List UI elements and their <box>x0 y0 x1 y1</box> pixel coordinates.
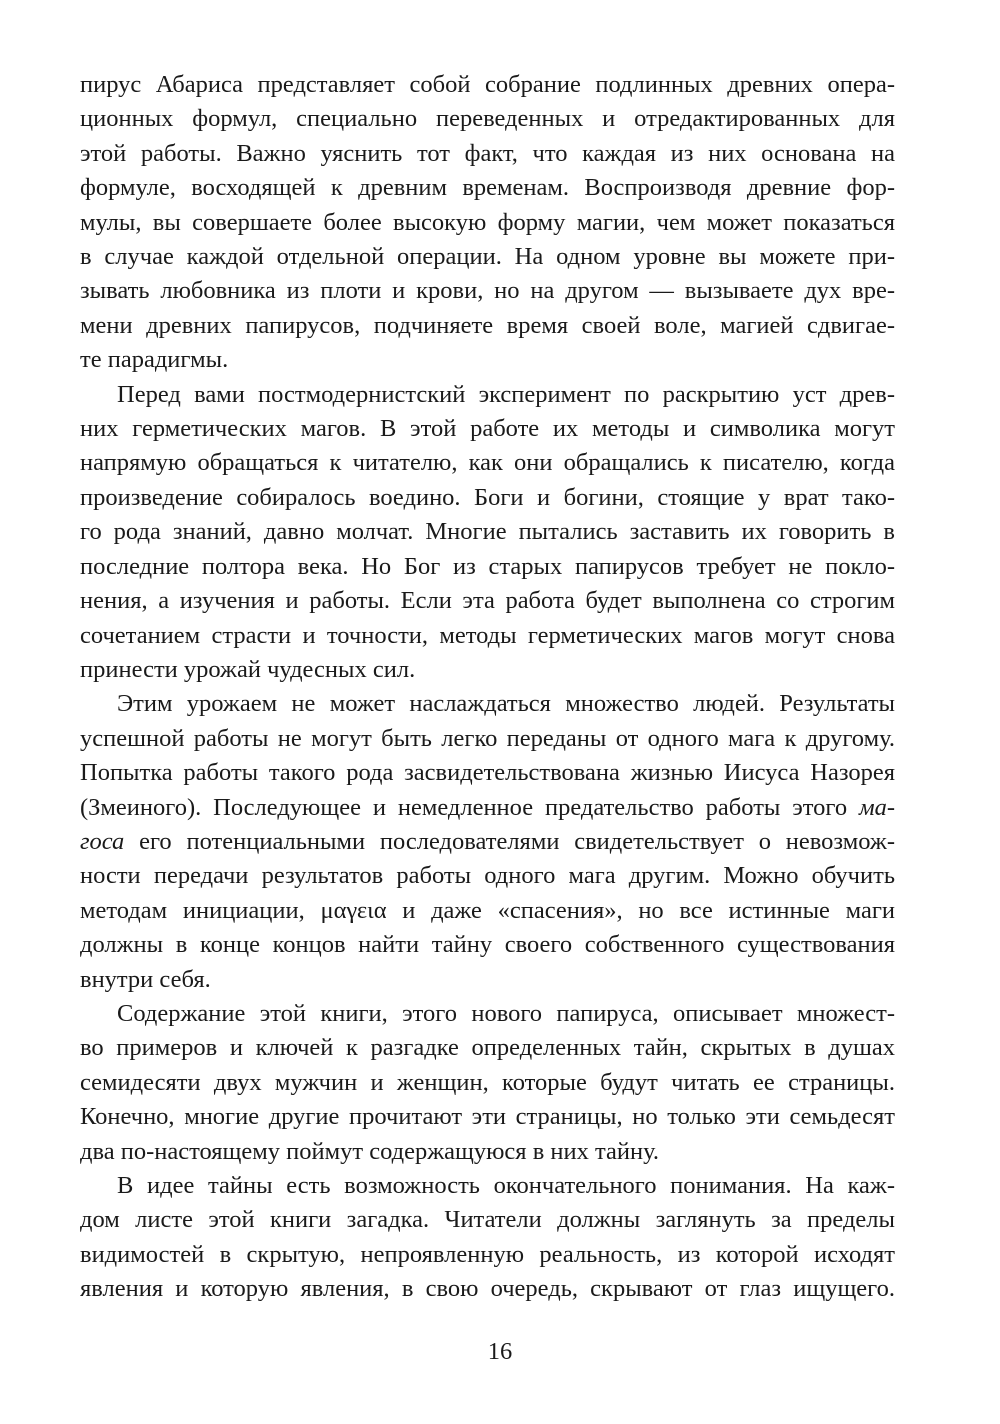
paragraph-2 <box>80 378 895 688</box>
text-line: Попытка работы такого рода засвидетельствована жизнью Иисуса Назорея <box>80 759 895 787</box>
text-line: напрямую обращаться к читателю, как они обращались к писателю, когда <box>80 449 895 477</box>
text-line: успешной работы не могут быть легко переданы от одного мага к другому. <box>80 724 895 752</box>
text-line: методам инициации, μαγεια и даже «спасения», но все истинные маги <box>80 896 895 924</box>
paragraph-3 <box>80 687 895 997</box>
text-line: нения, а изучения и работы. Если эта работа будет выполнена со строгим <box>80 587 895 615</box>
text-line: го рода знаний, давно молчат. Многие пытались заставить их говорить в <box>80 518 895 546</box>
text-line: Содержание этой книги, этого нового папируса, описывает множест- <box>117 999 895 1027</box>
text-line: этой работы. Важно уяснить тот факт, что каждая из них основана на <box>80 139 895 167</box>
paragraph-4 <box>80 997 895 1169</box>
text-line: В идее тайны есть возможность окончательного понимания. На каж- <box>117 1172 895 1199</box>
text-line: сочетанием страсти и точности, методы герметических магов могут снова <box>80 621 895 649</box>
text-line: мулы, вы совершаете более высокую форму магии, чем может показаться <box>80 208 895 236</box>
text-line: них герметических магов. В этой работе их методы и символика могут <box>80 415 895 443</box>
text-line: ности передачи результатов работы одного мага другим. Можно обучить <box>80 862 895 890</box>
paragraph-1 <box>80 68 895 378</box>
text-line: ционных формул, специально переведенных и отредактированных для <box>80 105 895 133</box>
body-text <box>80 68 895 1307</box>
text-line: семидесяти двух мужчин и женщин, которые будут читать ее страницы. <box>80 1068 895 1096</box>
text-line: явления и которую явления, в свою очередь, скрывают от глаз ищущего. <box>80 1275 895 1303</box>
text-line-with-italic: госа его потенциальными последователями свидетельствует о невозмож- <box>80 827 895 855</box>
text-line: формуле, восходящей к древним временам. Воспроизводя древние фор- <box>80 174 895 202</box>
text-line: зывать любовника из плоти и крови, но на другом — вызываете дух вре- <box>80 277 895 305</box>
text-line: принести урожай чудесных сил. <box>80 655 416 683</box>
text-line-with-italic: (Змеиного). Последующее и немедленное предательство работы этого ма- <box>80 793 895 821</box>
text-line: последние полтора века. Но Бог из старых папирусов требует не покло- <box>80 552 895 580</box>
text-line: те парадигмы. <box>80 346 229 374</box>
text-line: внутри себя. <box>80 965 211 993</box>
text-line: Перед вами постмодернистский эксперимент по раскрытию уст древ- <box>117 380 895 408</box>
text-line: произведение собиралось воедино. Боги и богини, стоящие у врат тако- <box>80 483 895 511</box>
paragraph-5 <box>80 1169 895 1307</box>
italic-word-fragment: госа <box>80 827 125 855</box>
text-line: два по-настоящему поймут содержащуюся в них тайну. <box>80 1137 660 1165</box>
text-line: видимостей в скрытую, непроявленную реальность, из которой исходят <box>80 1240 895 1268</box>
text-line: во примеров и ключей к разгадке определенных тайн, скрытых в душах <box>80 1034 895 1062</box>
text-line: мени древних папирусов, подчиняете время своей воле, магией сдвигае- <box>80 311 895 339</box>
page-number: 16 <box>487 1338 513 1365</box>
italic-word-fragment: ма- <box>858 793 895 821</box>
text-line: пирус Абариса представляет собой собрание подлинных древних опера- <box>80 71 895 98</box>
text-line: дом листе этой книги загадка. Читатели должны заглянуть за пределы <box>80 1206 895 1234</box>
text-line: Конечно, многие другие прочитают эти страницы, но только эти семьдесят <box>80 1103 895 1131</box>
text-line: Этим урожаем не может наслаждаться множество людей. Результаты <box>117 690 895 718</box>
text-line: должны в конце концов найти тайну своего собственного существования <box>80 931 895 959</box>
text-line: в случае каждой отдельной операции. На одном уровне вы можете при- <box>80 243 895 271</box>
